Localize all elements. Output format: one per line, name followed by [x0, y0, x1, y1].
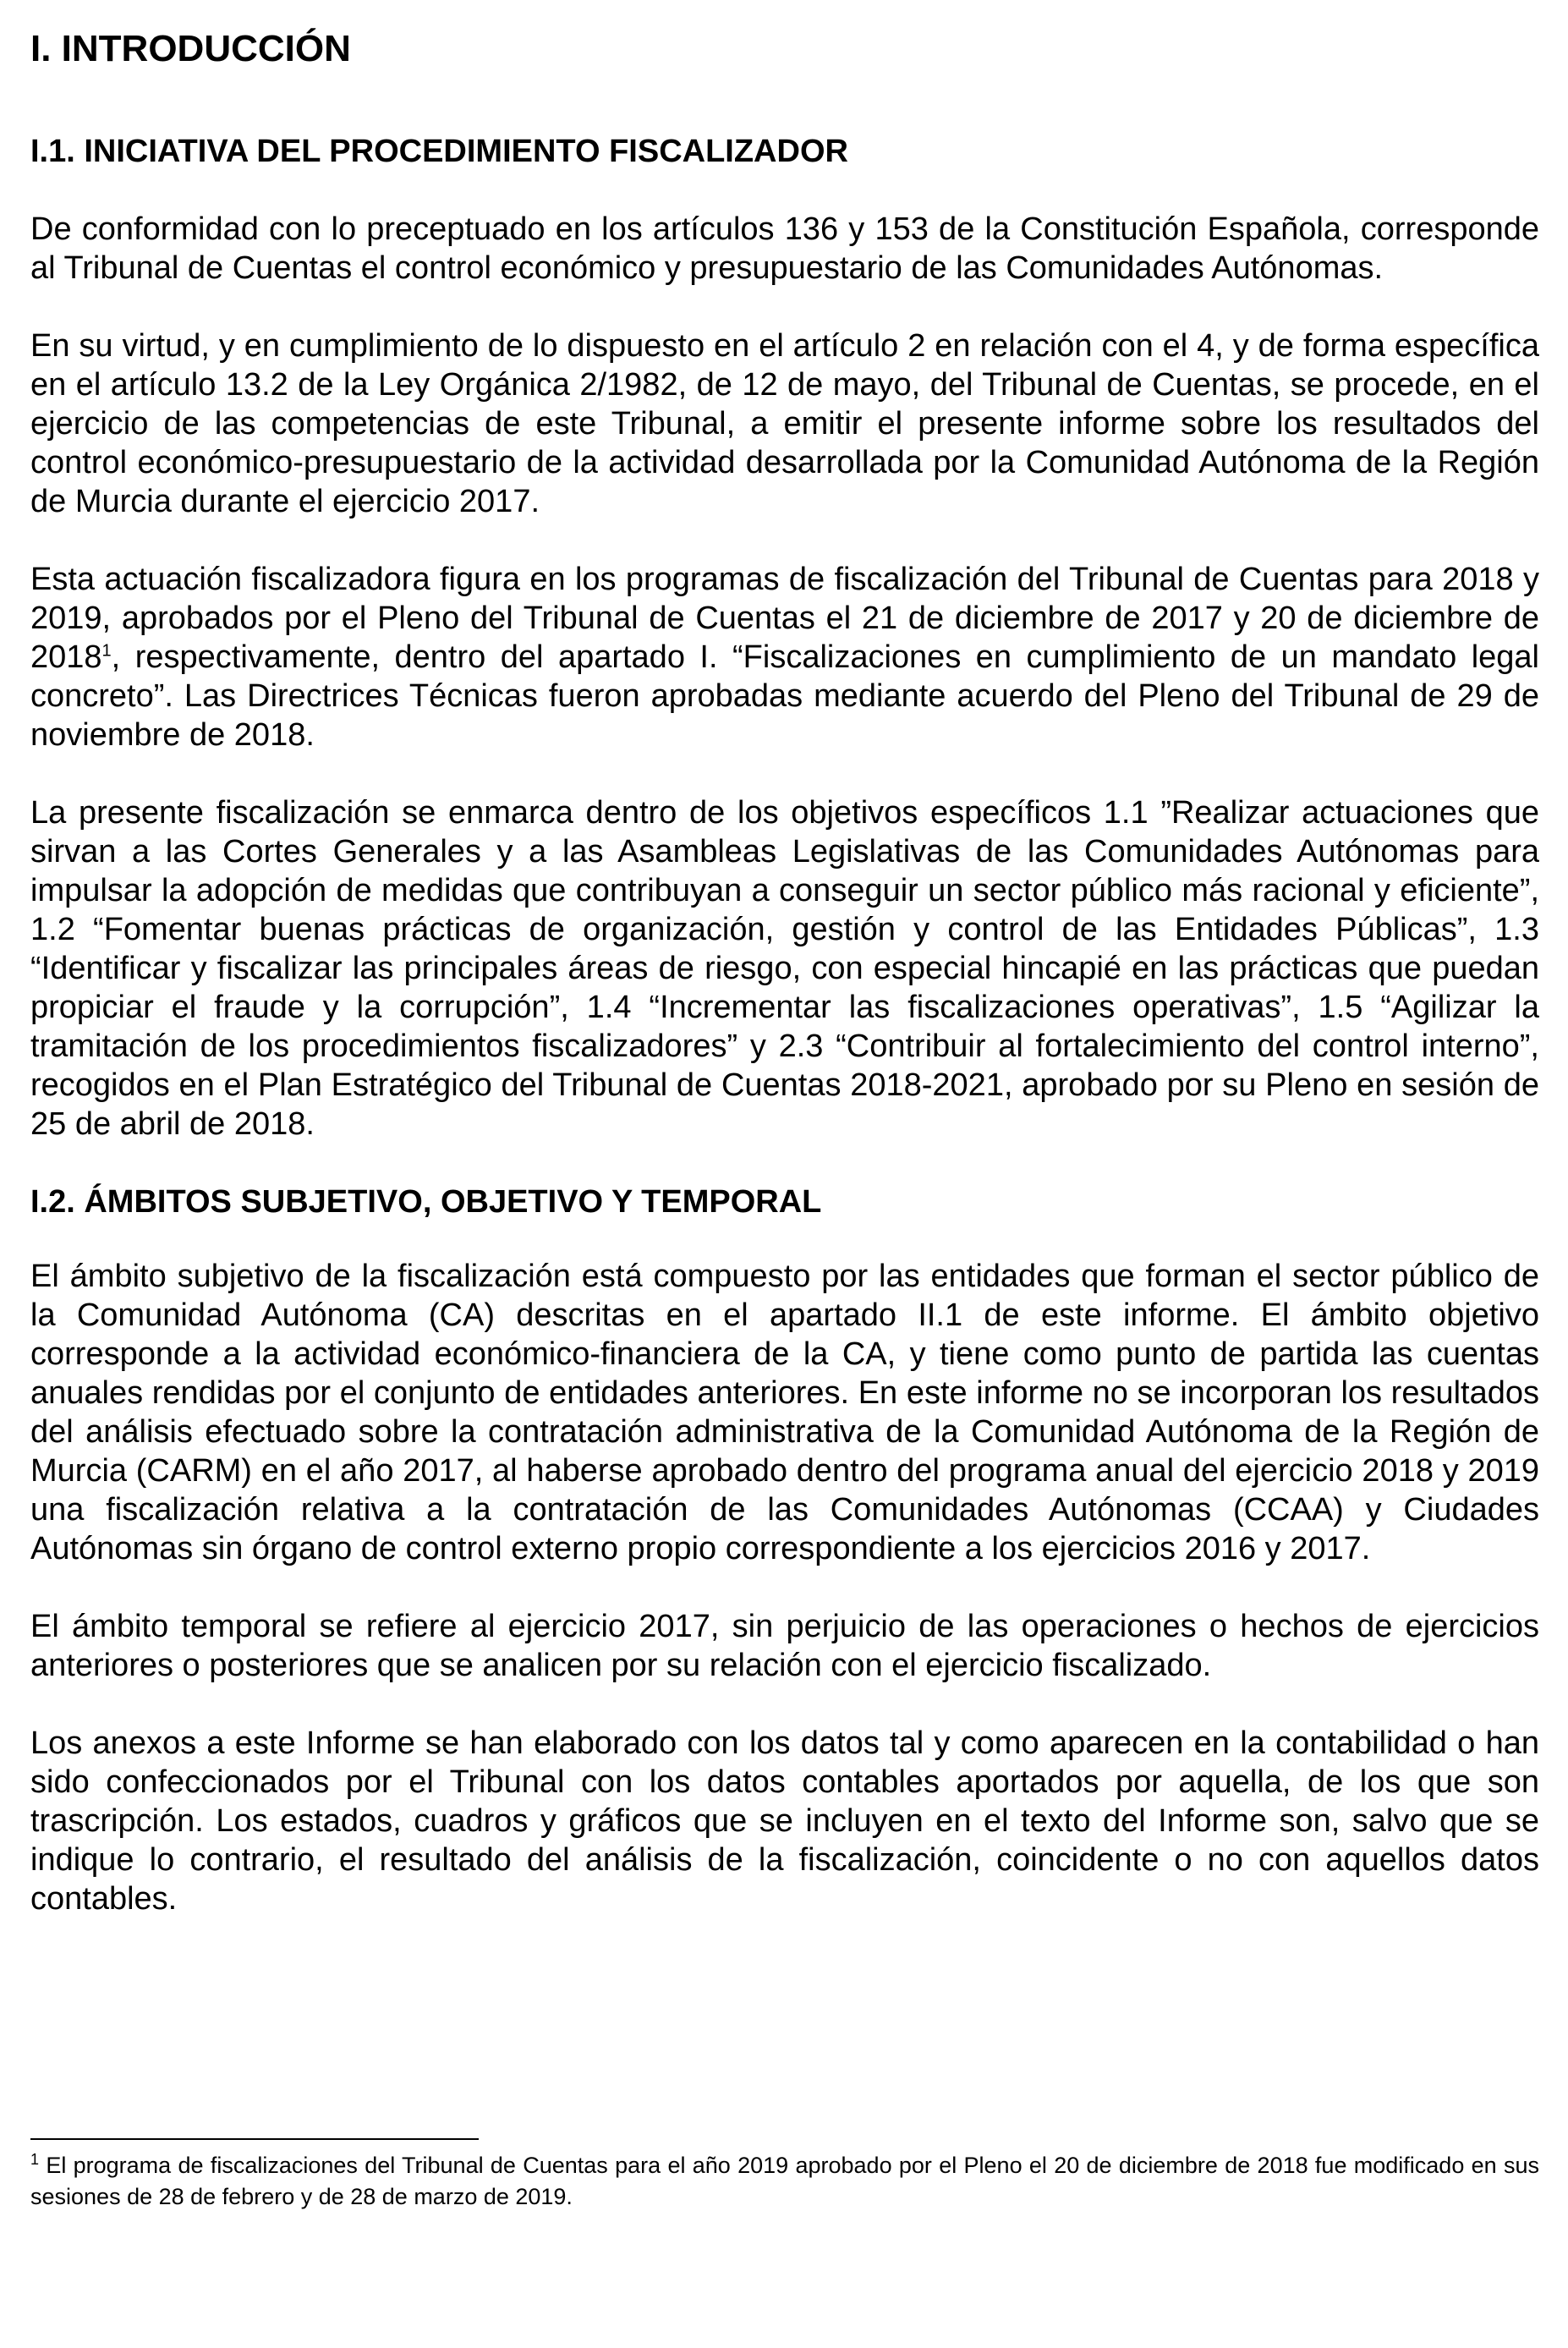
paragraph-1-2-c: Los anexos a este Informe se han elaborado con los datos tal y como aparecen en la contabilidad o han sido confeccionados por el Tribunal con los datos contables aportados por aquella, de los que son trascripción. Los estados, cuadros y gráficos que se incluyen en el texto del Informe son, salvo que se indique lo contrario, el resultado del análisis de la fiscalización, coincidente o no con aquellos datos contables.	[30, 1725, 1539, 1917]
footnote-text: El programa de fiscalizaciones del Tribunal de Cuentas para el año 2019 aprobado por el Pleno el 20 de diciembre de 2018 fue modificado en sus sesiones de 28 de febrero y de 28 de marzo de 2019.	[30, 2153, 1539, 2209]
paragraph-1-1-b: En su virtud, y en cumplimiento de lo dispuesto en el artículo 2 en relación con el 4, y de forma específica en el artículo 13.2 de la Ley Orgánica 2/1982, de 12 de mayo, del Tribunal de Cuentas, se procede, en el ejercicio de las competencias de este Tribunal, a emitir el presente informe sobre los resultados del control económico-presupuestario de la actividad desarrollada por la Comunidad Autónoma de la Región de Murcia durante el ejercicio 2017.	[30, 328, 1539, 519]
footnote-reference: 1	[101, 641, 112, 661]
section-heading-1-1: I.1. INICIATIVA DEL PROCEDIMIENTO FISCALIZADOR	[30, 134, 848, 169]
paragraph-1-1-a: De conformidad con lo preceptuado en los artículos 136 y 153 de la Constitución Española, corresponde al Tribunal de Cuentas el control económico y presupuestario de las Comunidades Autónomas.	[30, 211, 1539, 286]
paragraph-1-2-a: El ámbito subjetivo de la fiscalización está compuesto por las entidades que forman el sector público de la Comunidad Autónoma (CA) descritas en el apartado II.1 de este informe. El ámbito objetivo corresponde a la actividad económico-financiera de la CA, y tiene como punto de partida las cuentas anuales rendidas por el conjunto de entidades anteriores. En este informe no se incorporan los resultados del análisis efectuado sobre la contratación administrativa de la Comunidad Autónoma de la Región de Murcia (CARM) en el año 2017, al haberse aprobado dentro del programa anual del ejercicio 2018 y 2019 una fiscalización relativa a la contratación de las Comunidades Autónomas (CCAA) y Ciudades Autónomas sin órgano de control externo propio correspondiente a los ejercicios 2016 y 2017.	[30, 1259, 1539, 1566]
paragraph-text: Esta actuación fiscalizadora figura en los programas de fiscalización del Tribunal de Cuentas para 2018 y 2019, aprobados por el Pleno del Tribunal de Cuentas el 21 de diciembre de 2017 y 20 de diciembre de 2018	[30, 562, 1539, 675]
paragraph-text: , respectivamente, dentro del apartado I. “Fiscalizaciones en cumplimiento de un mandato legal concreto”. Las Directrices Técnicas fueron aprobadas mediante acuerdo del Pleno del Tribunal de 29 de noviembre de 2018.	[30, 639, 1539, 753]
chapter-title: I. INTRODUCCIÓN	[30, 28, 351, 69]
paragraph-1-1-c	[30, 560, 1539, 754]
footnote-separator	[30, 2138, 479, 2140]
footnote-number: 1	[30, 2151, 40, 2168]
section-heading-1-2: I.2. ÁMBITOS SUBJETIVO, OBJETIVO Y TEMPORAL	[30, 1184, 822, 1220]
paragraph-1-1-d: La presente fiscalización se enmarca dentro de los objetivos específicos 1.1 ”Realizar actuaciones que sirvan a las Cortes Generales y a las Asambleas Legislativas de las Comunidades Autónomas para impulsar la adopción de medidas que contribuyan a conseguir un sector público más racional y eficiente”, 1.2 “Fomentar buenas prácticas de organización, gestión y control de las Entidades Públicas”, 1.3 “Identificar y fiscalizar las principales áreas de riesgo, con especial hincapié en las prácticas que puedan propiciar el fraude y la corrupción”, 1.4 “Incrementar las fiscalizaciones operativas”, 1.5 “Agilizar la tramitación de los procedimientos fiscalizadores” y 2.3 “Contribuir al fortalecimiento del control interno”, recogidos en el Plan Estratégico del Tribunal de Cuentas 2018-2021, aprobado por su Pleno en sesión de 25 de abril de 2018.	[30, 795, 1539, 1142]
footnote	[30, 2150, 1539, 2213]
document-page	[30, 25, 1539, 1918]
paragraph-1-2-b: El ámbito temporal se refiere al ejercicio 2017, sin perjuicio de las operaciones o hechos de ejercicios anteriores o posteriores que se analicen por su relación con el ejercicio fiscalizado.	[30, 1609, 1539, 1683]
